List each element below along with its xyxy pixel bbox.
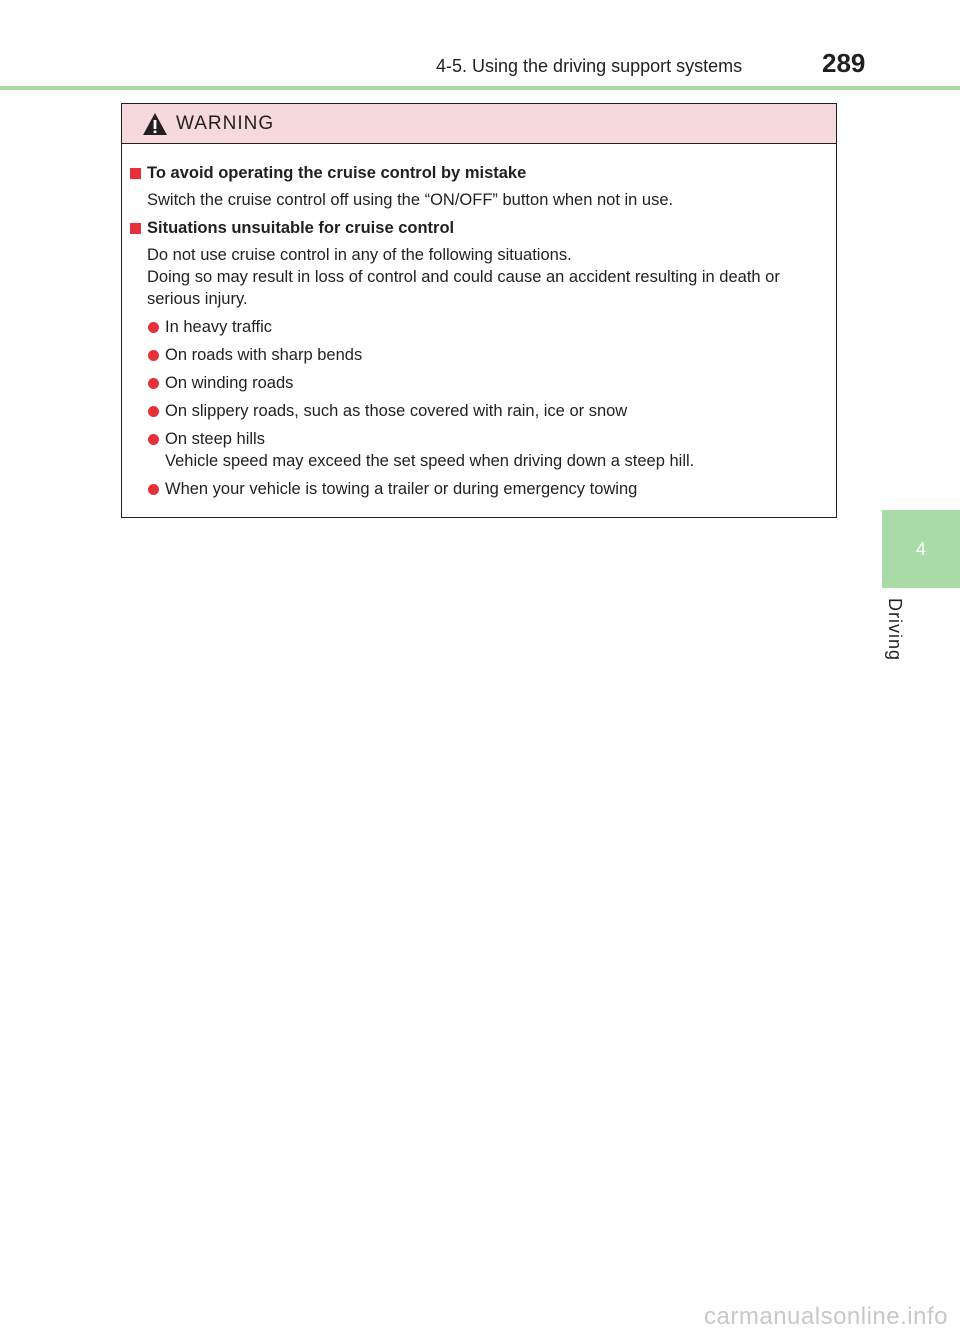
list-item	[130, 316, 824, 338]
round-bullet-icon	[148, 322, 159, 333]
section-title: 4-5. Using the driving support systems	[436, 56, 743, 76]
round-bullet-icon	[148, 434, 159, 445]
list-item	[130, 344, 824, 366]
square-bullet-icon	[130, 168, 141, 179]
watermark: carmanualsonline.info	[704, 1303, 948, 1330]
list-item	[130, 478, 824, 500]
list-item	[130, 428, 824, 472]
chapter-tab[interactable]	[882, 510, 960, 588]
section-heading-text: To avoid operating the cruise control by mistake	[147, 164, 527, 182]
square-bullet-icon	[130, 223, 141, 234]
round-bullet-icon	[148, 406, 159, 417]
warning-triangle-icon	[142, 112, 168, 136]
warning-section-mistake	[130, 162, 824, 211]
chapter-label: Driving	[885, 598, 905, 662]
section-text: Switch the cruise control off using the “ON/OFF” button when not in use.	[147, 191, 674, 209]
list-item-text: In heavy traffic	[165, 318, 273, 336]
list-item	[130, 400, 824, 422]
section-heading-text: Situations unsuitable for cruise control	[147, 219, 455, 237]
warning-title: WARNING	[176, 112, 275, 134]
section-text: Do not use cruise control in any of the following situations.	[147, 246, 572, 264]
page-number: 289	[822, 48, 866, 78]
list-item-text: On steep hills Vehicle speed may exceed the set speed when driving down a steep hill.	[165, 430, 695, 470]
round-bullet-icon	[148, 378, 159, 389]
warning-section-unsuitable	[130, 217, 824, 500]
list-item-text: On slippery roads, such as those covered with rain, ice or snow	[165, 402, 628, 420]
section-heading	[130, 217, 824, 239]
round-bullet-icon	[148, 484, 159, 495]
header-divider	[0, 86, 960, 90]
section-heading	[130, 162, 824, 184]
section-text: Doing so may result in loss of control and could cause an accident resulting in death or serious injury.	[147, 268, 780, 308]
list-item-text: On winding roads	[165, 374, 294, 392]
bullet-list	[130, 316, 824, 500]
list-item-text: On roads with sharp bends	[165, 346, 363, 364]
round-bullet-icon	[148, 350, 159, 361]
chapter-number: 4	[915, 538, 926, 559]
list-item	[130, 372, 824, 394]
warning-body	[122, 144, 836, 500]
warning-header	[122, 104, 836, 144]
warning-box	[121, 103, 837, 518]
list-item-text: When your vehicle is towing a trailer or during emergency towing	[165, 480, 638, 498]
